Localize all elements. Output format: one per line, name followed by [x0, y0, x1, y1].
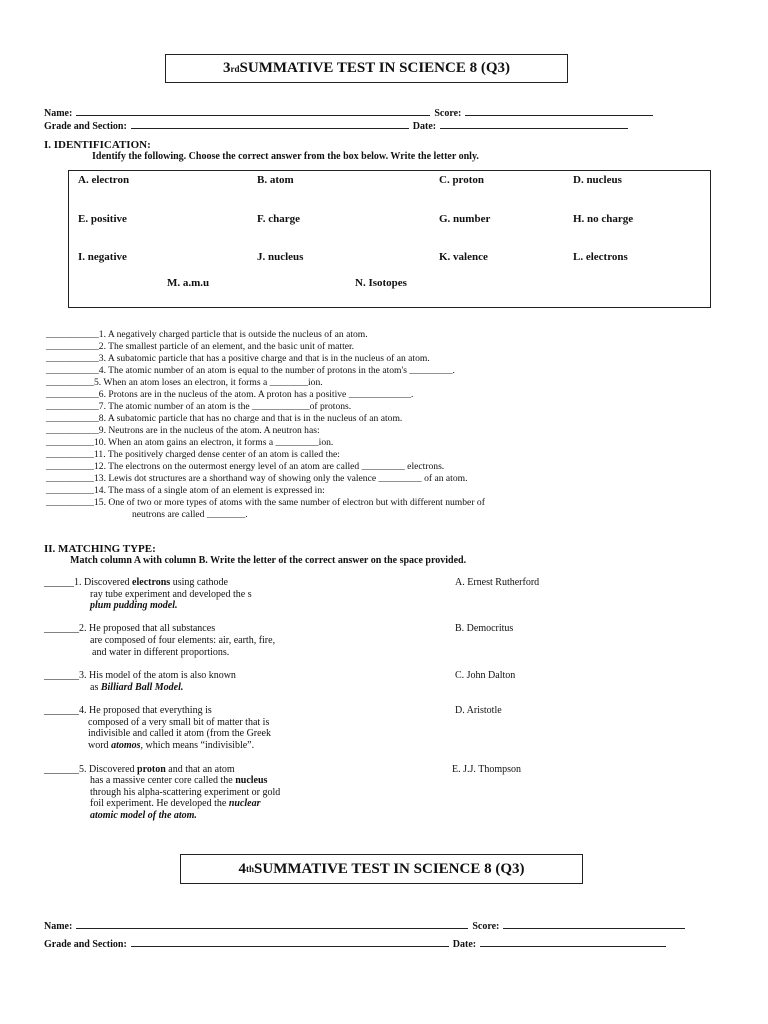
grade-section-label: Grade and Section: — [44, 939, 127, 950]
answer-blank[interactable]: __________ — [46, 485, 94, 496]
answer-blank[interactable]: __________ — [46, 377, 94, 388]
item-keyword: nuclear — [228, 798, 261, 809]
question-1 — [46, 329, 368, 341]
item-text: word — [88, 740, 112, 751]
choice-g: G. number — [439, 213, 491, 225]
name-label: Name: — [44, 921, 73, 932]
question-14 — [46, 485, 325, 497]
item-keyword: electrons — [132, 577, 171, 588]
question-text: 5. When an atom loses an electron, it forms a ________ion. — [93, 377, 323, 388]
matching-item-4-line4 — [88, 740, 254, 752]
question-text: 15. One of two or more types of atoms with the same number of electron but with different number of — [93, 497, 485, 508]
question-3 — [46, 353, 430, 365]
grade-date-row-2 — [44, 934, 744, 952]
title-suffix: rd — [230, 63, 240, 74]
choice-m: M. a.m.u — [167, 277, 210, 289]
item-keyword: atomos — [111, 740, 141, 751]
question-12 — [46, 461, 444, 473]
choice-f: F. charge — [257, 213, 300, 225]
grade-section-field[interactable] — [131, 935, 449, 947]
matching-item-1-line3: plum pudding model. — [90, 600, 178, 611]
date-label: Date: — [412, 121, 437, 132]
question-text: 14. The mass of a single atom of an element is expressed in: — [93, 485, 325, 496]
matching-item-5-line4 — [90, 798, 261, 810]
choice-j: J. nucleus — [257, 251, 304, 263]
answer-blank[interactable]: ___________ — [46, 329, 99, 340]
matching-heading: II. MATCHING TYPE: — [44, 543, 156, 555]
column-b-b: B. Democritus — [455, 623, 514, 634]
choice-c: C. proton — [439, 174, 485, 186]
question-text: 9. Neutrons are in the nucleus of the atom. A neutron has: — [98, 425, 320, 436]
matching-item-4 — [44, 705, 212, 717]
item-text: has a massive center core called the — [90, 775, 236, 786]
date-field[interactable] — [480, 935, 666, 947]
question-text: 8. A subatomic particle that has no charge and that is in the nucleus of an atom. — [98, 413, 403, 424]
question-6 — [46, 389, 413, 401]
name-field[interactable] — [76, 917, 468, 929]
item-keyword: proton — [137, 764, 166, 775]
name-score-row-2 — [44, 916, 744, 934]
test4-title — [180, 854, 583, 884]
score-label: Score: — [472, 921, 500, 932]
matching-item-4-line3: indivisible and called it atom (from the Greek — [88, 728, 271, 739]
identification-instruction: Identify the following. Choose the correct answer from the box below. Write the letter only. — [92, 151, 479, 162]
answer-blank[interactable]: _______ — [44, 670, 79, 681]
choice-n: N. Isotopes — [355, 277, 407, 289]
date-field[interactable] — [440, 117, 628, 129]
answer-blank[interactable]: __________ — [46, 449, 94, 460]
matching-instruction: Match column A with column B. Write the letter of the correct answer on the space provided. — [70, 555, 467, 566]
matching-item-5 — [44, 764, 235, 776]
matching-item-1 — [44, 577, 228, 589]
answer-blank[interactable]: __________ — [46, 437, 94, 448]
item-text: foil experiment. He developed the — [90, 798, 229, 809]
question-text: 4. The atomic number of an atom is equal to the number of protons in the atom's _________. — [98, 365, 455, 376]
matching-item-3-line2 — [90, 682, 183, 694]
question-11 — [46, 449, 340, 461]
choice-h: H. no charge — [573, 213, 634, 225]
choice-l: L. electrons — [573, 251, 628, 263]
item-text: and that an atom — [165, 764, 235, 775]
title-text: SUMMATIVE TEST IN SCIENCE 8 (Q3) — [254, 860, 525, 877]
item-keyword: nucleus — [235, 775, 268, 786]
grade-date-row — [44, 116, 724, 134]
matching-item-3 — [44, 670, 236, 682]
choice-e: E. positive — [78, 213, 127, 225]
item-text: 5. Discovered — [79, 764, 138, 775]
matching-item-2 — [44, 623, 215, 635]
item-keyword: Billiard Ball Model. — [100, 682, 184, 693]
score-field[interactable] — [503, 917, 685, 929]
choice-b: B. atom — [257, 174, 294, 186]
column-b-e: E. J.J. Thompson — [452, 764, 521, 775]
question-text: 2. The smallest particle of an element, and the basic unit of matter. — [98, 341, 355, 352]
grade-section-field[interactable] — [131, 117, 409, 129]
question-4 — [46, 365, 455, 377]
item-text: , which means “indivisible”. — [140, 740, 255, 751]
choice-i: I. negative — [78, 251, 127, 263]
answer-blank[interactable]: ___________ — [46, 425, 99, 436]
question-13 — [46, 473, 468, 485]
answer-blank[interactable]: ___________ — [46, 353, 99, 364]
name-label: Name: — [44, 108, 73, 119]
answer-blank[interactable]: _______ — [44, 623, 79, 634]
column-b-d: D. Aristotle — [455, 705, 502, 716]
item-text: using cathode — [170, 577, 228, 588]
choice-a: A. electron — [78, 174, 130, 186]
score-label: Score: — [434, 108, 462, 119]
question-text: 10. When an atom gains an electron, it forms a _________ion. — [93, 437, 334, 448]
choice-k: K. valence — [439, 251, 488, 263]
question-text: 12. The electrons on the outermost energy level of an atom are called _________ electrons. — [93, 461, 445, 472]
question-8 — [46, 413, 402, 425]
question-2 — [46, 341, 354, 353]
answer-blank[interactable]: __________ — [46, 461, 94, 472]
answer-blank[interactable]: _______ — [44, 705, 79, 716]
test3-title — [165, 54, 568, 83]
matching-item-4-line2: composed of a very small bit of matter that is — [88, 717, 270, 728]
answer-blank[interactable]: __________ — [46, 473, 94, 484]
answer-blank[interactable]: ___________ — [46, 401, 99, 412]
item-text: 4. He proposed that everything is — [79, 705, 212, 716]
matching-item-5-line3: through his alpha-scattering experiment or gold — [90, 787, 281, 798]
choice-d: D. nucleus — [573, 174, 622, 186]
column-b-a: A. Ernest Rutherford — [455, 577, 540, 588]
title-text: SUMMATIVE TEST IN SCIENCE 8 (Q3) — [239, 60, 510, 76]
question-10 — [46, 437, 333, 449]
matching-item-5-line2 — [90, 775, 267, 787]
question-7 — [46, 401, 351, 413]
identification-heading: I. IDENTIFICATION: — [44, 139, 151, 151]
question-15 — [46, 497, 485, 509]
matching-item-1-line2: ray tube experiment and developed the s — [90, 589, 252, 600]
matching-item-2-line2: are composed of four elements: air, earth, fire, — [90, 635, 276, 646]
question-9 — [46, 425, 320, 437]
column-b-c: C. John Dalton — [455, 670, 516, 681]
matching-item-2-line3: and water in different proportions. — [92, 647, 230, 658]
item-text: 2. He proposed that all substances — [79, 623, 216, 634]
name-field[interactable] — [76, 104, 430, 116]
question-text: 1. A negatively charged particle that is outside the nucleus of an atom. — [98, 329, 368, 340]
answer-blank[interactable]: ___________ — [46, 389, 99, 400]
answer-blank[interactable]: ___________ — [46, 413, 99, 424]
answer-blank[interactable]: _______ — [44, 764, 79, 775]
question-text: 7. The atomic number of an atom is the ____________of protons. — [98, 401, 352, 412]
title-suffix: th — [246, 864, 255, 874]
question-text: 6. Protons are in the nucleus of the atom. A proton has a positive _____________. — [98, 389, 414, 400]
item-text: 3. His model of the atom is also known — [79, 670, 236, 681]
title-number: 3 — [223, 60, 231, 76]
grade-section-label: Grade and Section: — [44, 121, 127, 132]
answer-blank[interactable]: ___________ — [46, 341, 99, 352]
score-field[interactable] — [465, 104, 653, 116]
question-text: 11. The positively charged dense center of an atom is called the: — [93, 449, 340, 460]
answer-blank[interactable]: ______ — [44, 577, 74, 588]
title-number: 4 — [238, 860, 246, 877]
answer-blank[interactable]: ___________ — [46, 365, 99, 376]
question-text: 13. Lewis dot structures are a shorthand way of showing only the valence _________ of an atom. — [93, 473, 468, 484]
item-text: 1. Discovered — [74, 577, 133, 588]
question-text: 3. A subatomic particle that has a positive charge and that is in the nucleus of an atom. — [98, 353, 430, 364]
item-text: as — [90, 682, 101, 693]
question-15-continued: neutrons are called ________. — [132, 509, 248, 520]
matching-item-5-line5: atomic model of the atom. — [90, 810, 197, 821]
answer-blank[interactable]: __________ — [46, 497, 94, 508]
date-label: Date: — [452, 939, 477, 950]
question-5 — [46, 377, 323, 389]
